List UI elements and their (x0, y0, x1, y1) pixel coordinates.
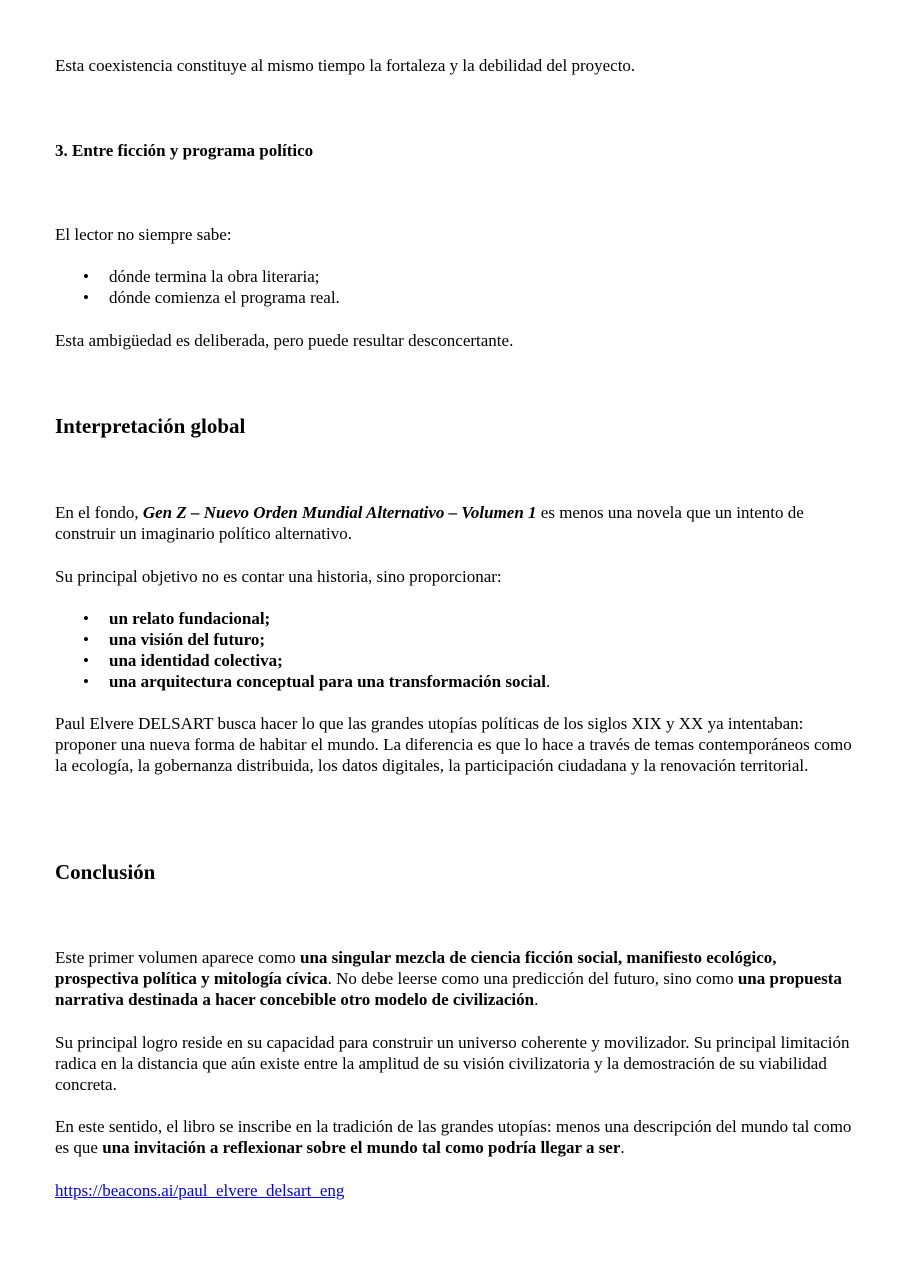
author-link[interactable]: https://beacons.ai/paul_elvere_delsart_eng (55, 1181, 345, 1200)
bullet-icon: • (83, 630, 89, 649)
bullet-icon: • (83, 651, 89, 670)
interpretation-paragraph-1: En el fondo, Gen Z – Nuevo Orden Mundial Alternativo – Volumen 1 es menos una novela que un intento de construir un imaginario político alternativo. (55, 503, 804, 543)
author-link-paragraph (55, 1180, 855, 1201)
ambiguity-paragraph: Esta ambigüedad es deliberada, pero puede resultar desconcertante. (55, 331, 514, 350)
bullet-icon: • (83, 609, 89, 628)
conclusion-paragraph-3: En este sentido, el libro se inscribe en la tradición de las grandes utopías: menos una descripción del mundo tal como es que una invitación a reflexionar sobre el mundo tal como podría llegar a ser. (55, 1117, 852, 1157)
list-item: • dónde termina la obra literaria; (83, 267, 320, 286)
list-item: • dónde comienza el programa real. (83, 288, 340, 307)
list-item: • una visión del futuro; (83, 630, 266, 649)
reader-intro-paragraph: El lector no siempre sabe: (55, 225, 232, 244)
objectives-list (55, 608, 855, 692)
list-item: • una identidad colectiva; (83, 651, 283, 670)
section-3-heading: 3. Entre ficción y programa político (55, 141, 314, 160)
list-item: • una arquitectura conceptual para una transformación social. (83, 672, 551, 691)
bullet-icon: • (83, 267, 89, 286)
intro-paragraph: Esta coexistencia constituye al mismo tiempo la fortaleza y la debilidad del proyecto. (55, 56, 636, 75)
interpretation-paragraph-3: Paul Elvere DELSART busca hacer lo que las grandes utopías políticas de los siglos XIX y XX ya intentaban: proponer una nueva forma de habitar el mundo. La diferencia es que lo hace a través de temas contemporáneos como la ecología, la gobernanza distribuida, los datos digitales, la participación ciudadana y la renovación territorial. (55, 714, 852, 775)
conclusion-paragraph-1: Este primer volumen aparece como una singular mezcla de ciencia ficción social, manifiesto ecológico, prospectiva política y mitología cívica. No debe leerse como una predicción del futuro, sino como una propuesta narrativa destinada a hacer concebible otro modelo de civilización. (55, 948, 842, 1009)
list-item: • un relato fundacional; (83, 609, 271, 628)
conclusion-heading: Conclusión (55, 860, 156, 884)
interpretation-heading: Interpretación global (55, 414, 246, 438)
bullet-icon: • (83, 288, 89, 307)
bullet-icon: • (83, 672, 89, 691)
book-title: Gen Z – Nuevo Orden Mundial Alternativo – Volumen 1 (142, 503, 537, 522)
conclusion-paragraph-2: Su principal logro reside en su capacidad para construir un universo coherente y movilizador. Su principal limitación radica en la distancia que aún existe entre la amplitud de su visión civilizatoria y la demostración de su viabilidad concreta. (55, 1033, 850, 1094)
interpretation-paragraph-2: Su principal objetivo no es contar una historia, sino proporcionar: (55, 567, 502, 586)
reader-list (55, 266, 855, 308)
